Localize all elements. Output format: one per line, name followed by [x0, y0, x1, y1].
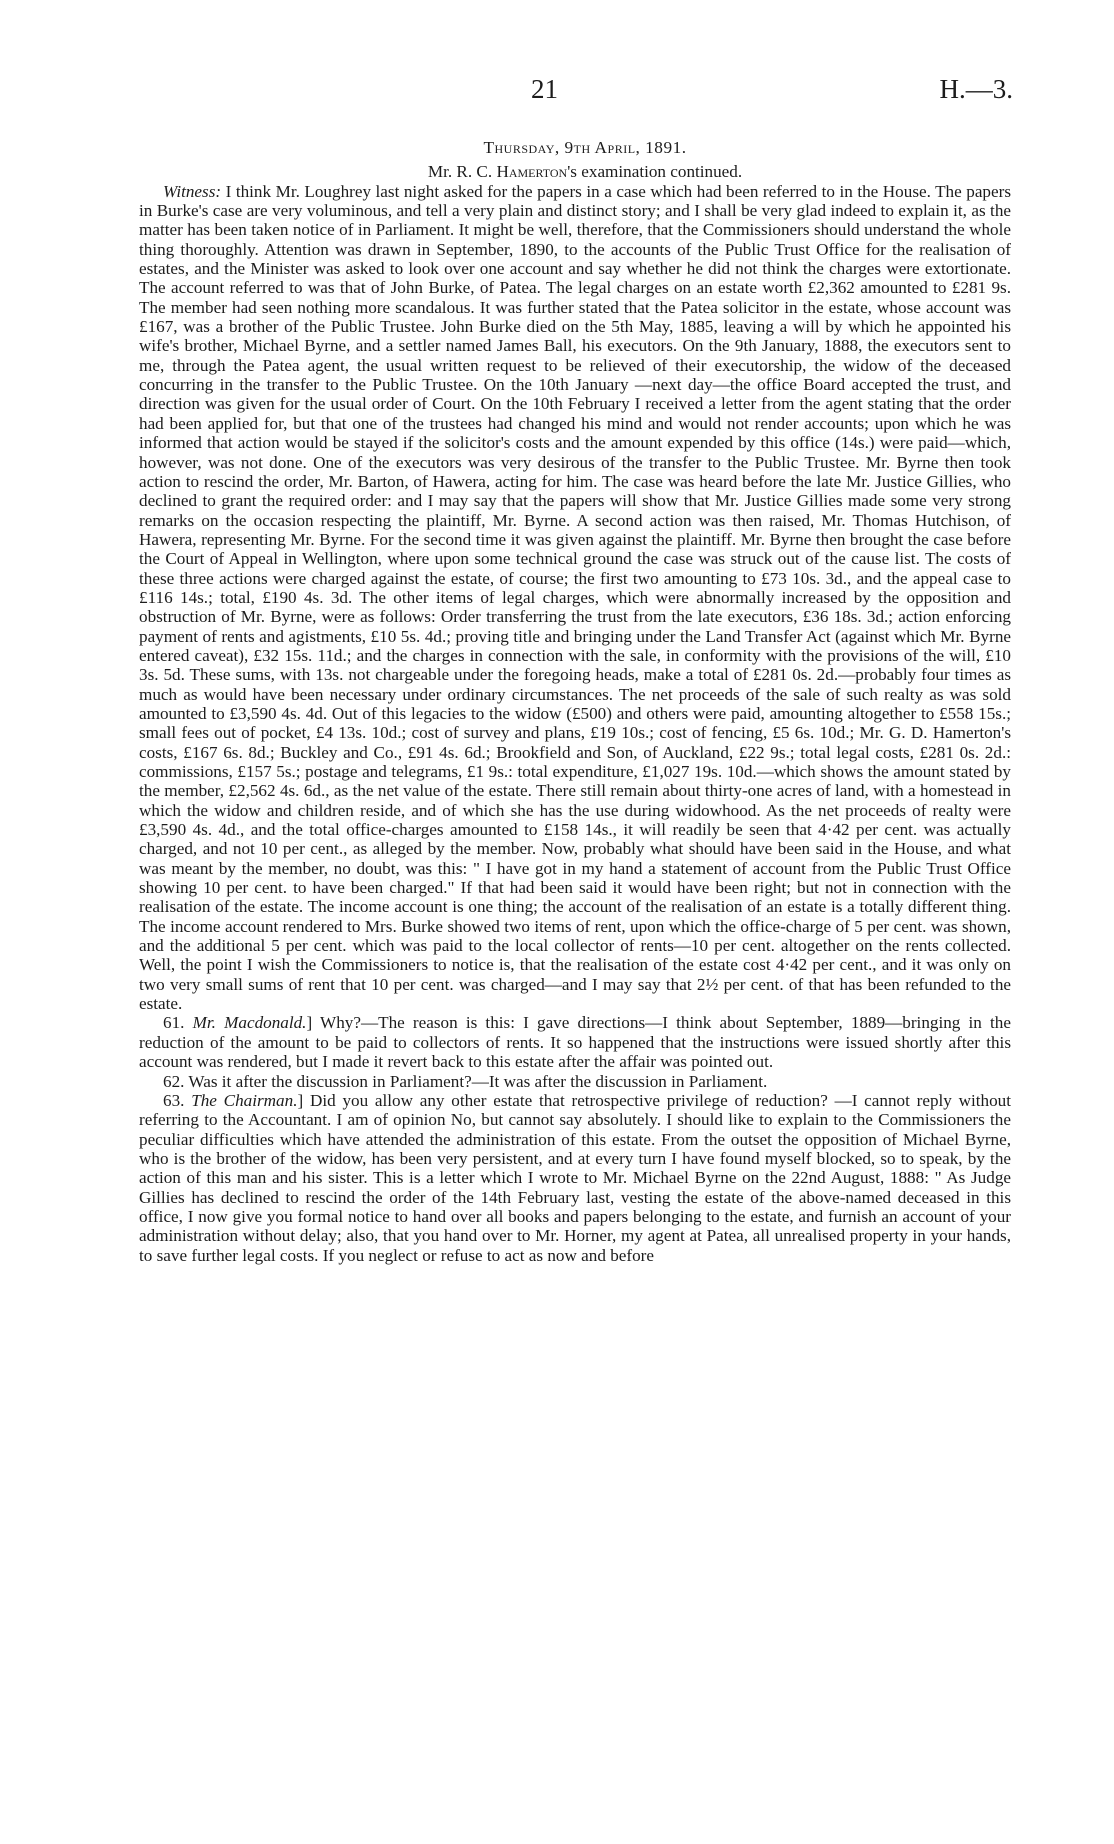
page-number: 21	[531, 74, 558, 104]
paragraph-question-61	[139, 1013, 1011, 1071]
body-text	[139, 138, 1011, 1265]
paragraph-text: ] Why?—The reason is this: I gave directions—I think about September, 1889—bringing in the reduction of the amount to be paid to collectors of rents. It so happened that the instructions were issued shortly after this account was rendered, but I made it revert back to this estate after the affair was pointed out.	[139, 1013, 1011, 1072]
paragraph-witness-statement	[139, 182, 1011, 1014]
question-number: 62.	[163, 1071, 185, 1091]
speaker-label: Witness:	[163, 181, 222, 201]
subheading-name: Hamerton	[496, 162, 568, 182]
speaker-label: The Chairman.	[191, 1090, 298, 1110]
sitting-date-heading: Thursday, 9th April, 1891.	[483, 138, 687, 157]
paragraph-text: Was it after the discussion in Parliament?—It was after the discussion in Parliament.	[188, 1071, 768, 1091]
examination-subheading	[139, 162, 1011, 181]
paragraph-text: I think Mr. Loughrey last night asked for the papers in a case which had been referred to in the House. The papers in Burke's case are very voluminous, and tell a very plain and distinct story; and I shall be very glad indeed to explain it, as the matter has been taken notice of in Parliament. It might be well, therefore, that the Commissioners should understand the whole thing thoroughly. Attention was drawn in September, 1890, to the accounts of the Public Trust Office for the realisation of estates, and the Minister was asked to look over one account and say whether he did not think the charges were extortionate. The account referred to was that of John Burke, of Patea. The legal charges on an estate worth £2,362 amounted to £281 9s. The member had seen nothing more scandalous. It was further stated that the Patea solicitor in the estate, whose account was £167, was a brother of the Public Trustee. John Burke died on the 5th May, 1885, leaving a will by which he appointed his wife's brother, Michael Byrne, and a settler named James Ball, his executors. On the 9th January, 1888, the executors sent to me, through the Patea agent, the usual written request to be relieved of their executorship, the widow of the deceased concurring in the transfer to the Public Trustee. On the 10th January —next day—the office Board accepted the trust, and direction was given for the usual order of Court. On the 10th February I received a letter from the agent stating that the order had been applied for, but that one of the trustees had changed his mind and would not render accounts; upon which he was informed that action would be stayed if the solicitor's costs and the amount expended by this office (14s.) were paid—which, however, was not done. One of the executors was very desirous of the transfer to the Public Trustee. Mr. Byrne then took action to rescind the order, Mr. Barton, of Hawera, acting for him. The case was heard before the late Mr. Justice Gillies, who declined to grant the required order: and I may say that the papers will show that Mr. Justice Gillies made some very strong remarks on the occasion respecting the plaintiff, Mr. Byrne. A second action was then raised, Mr. Thomas Hutchison, of Hawera, representing Mr. Byrne. For the second time it was given against the plaintiff. Mr. Byrne then brought the case before the Court of Appeal in Wellington, where upon some technical ground the case was struck out of the cause list. The costs of these three actions were charged against the estate, of course; the first two amounting to £73 10s. 3d., and the appeal case to £116 14s.; total, £190 4s. 3d. The other items of legal charges, which were abnormally increased by the opposition and obstruction of Mr. Byrne, were as follows: Order transferring the trust from the late executors, £36 18s. 3d.; action enforcing payment of rents and agistments, £10 5s. 4d.; proving title and bringing under the Land Transfer Act (against which Mr. Byrne entered caveat), £32 15s. 11d.; and the charges in connection with the sale, in conformity with the provisions of the will, £10 3s. 5d. These sums, with 13s. not chargeable under the foregoing heads, make a total of £281 0s. 2d.—probably four times as much as would have been necessary under ordinary circumstances. The net proceeds of the sale of such realty as was sold amounted to £3,590 4s. 4d. Out of this legacies to the widow (£500) and others were paid, amounting altogether to £558 15s.; small fees out of pocket, £4 13s. 10d.; cost of survey and plans, £19 10s.; cost of fencing, £5 6s. 10d.; Mr. G. D. Hamerton's costs, £167 6s. 8d.; Buckley and Co., £91 4s. 6d.; Brookfield and Son, of Auckland, £22 9s.; total legal costs, £281 0s. 2d.: commissions, £157 5s.; postage and telegrams, £1 9s.: total expenditure, £1,027 19s. 10d.—which shows the amount stated by the member, £2,562 4s. 6d., as the net value of the estate. There still remain about thirty-one acres of land, with a homestead in which the widow and children reside, and of which she has the use during widowhood. As the net proceeds of realty were £3,590 4s. 4d., and the total office-charges amounted to £158 14s., it will readily be seen that 4·42 per cent. was actually charged, and not 10 per cent., as alleged by the member. Now, probably what should have been said in the House, and what was meant by the member, no doubt, was this: " I have got in my hand a statement of account from the Public Trust Office showing 10 per cent. to have been charged." If that had been said it would have been right; but not in connection with the realisation of the estate. The income account is one thing; the account of the realisation of an estate is a totally different thing. The income account rendered to Mrs. Burke showed two items of rent, upon which the office-charge of 5 per cent. was shown, and the additional 5 per cent. which was paid to the local collector of rents—10 per cent. altogether on the rents collected. Well, the point I wish the Commissioners to notice is, that the realisation of the estate cost 4·42 per cent., and it was only on two very small sums of rent that 10 per cent. was charged—and I may say that 2½ per cent. of that has been refunded to the estate.	[139, 181, 1011, 1014]
paragraph-question-63	[139, 1091, 1011, 1265]
paragraph-text: ] Did you allow any other estate that retrospective privilege of reduction? —I cannot reply without referring to the Accountant. I am of opinion No, but cannot say absolutely. I should like to explain to the Commissioners the peculiar difficulties which have attended the administration of this estate. From the outset the opposition of Michael Byrne, who is the brother of the widow, has been very persistent, and at every turn I have found myself blocked, so to speak, by the action of this man and his sister. This is a letter which I wrote to Mr. Michael Byrne on the 22nd August, 1888: " As Judge Gillies has declined to rescind the order of the 14th February last, vesting the estate of the above-named deceased in this office, I now give you formal notice to hand over all books and papers belonging to the estate, and furnish an account of your administration without delay; also, that you hand over to Mr. Horner, my agent at Patea, all unrealised property in your hands, to save further legal costs. If you neglect or refuse to act as now and before	[139, 1090, 1011, 1265]
question-number: 63.	[163, 1090, 185, 1110]
subheading-suffix: 's examination continued.	[567, 162, 743, 182]
question-number: 61.	[163, 1013, 185, 1033]
subheading-prefix: Mr. R. C.	[427, 162, 497, 182]
paragraph-question-62	[139, 1072, 1011, 1091]
speaker-label: Mr. Macdonald.	[192, 1013, 307, 1033]
document-reference: H.—3.	[939, 74, 1013, 104]
